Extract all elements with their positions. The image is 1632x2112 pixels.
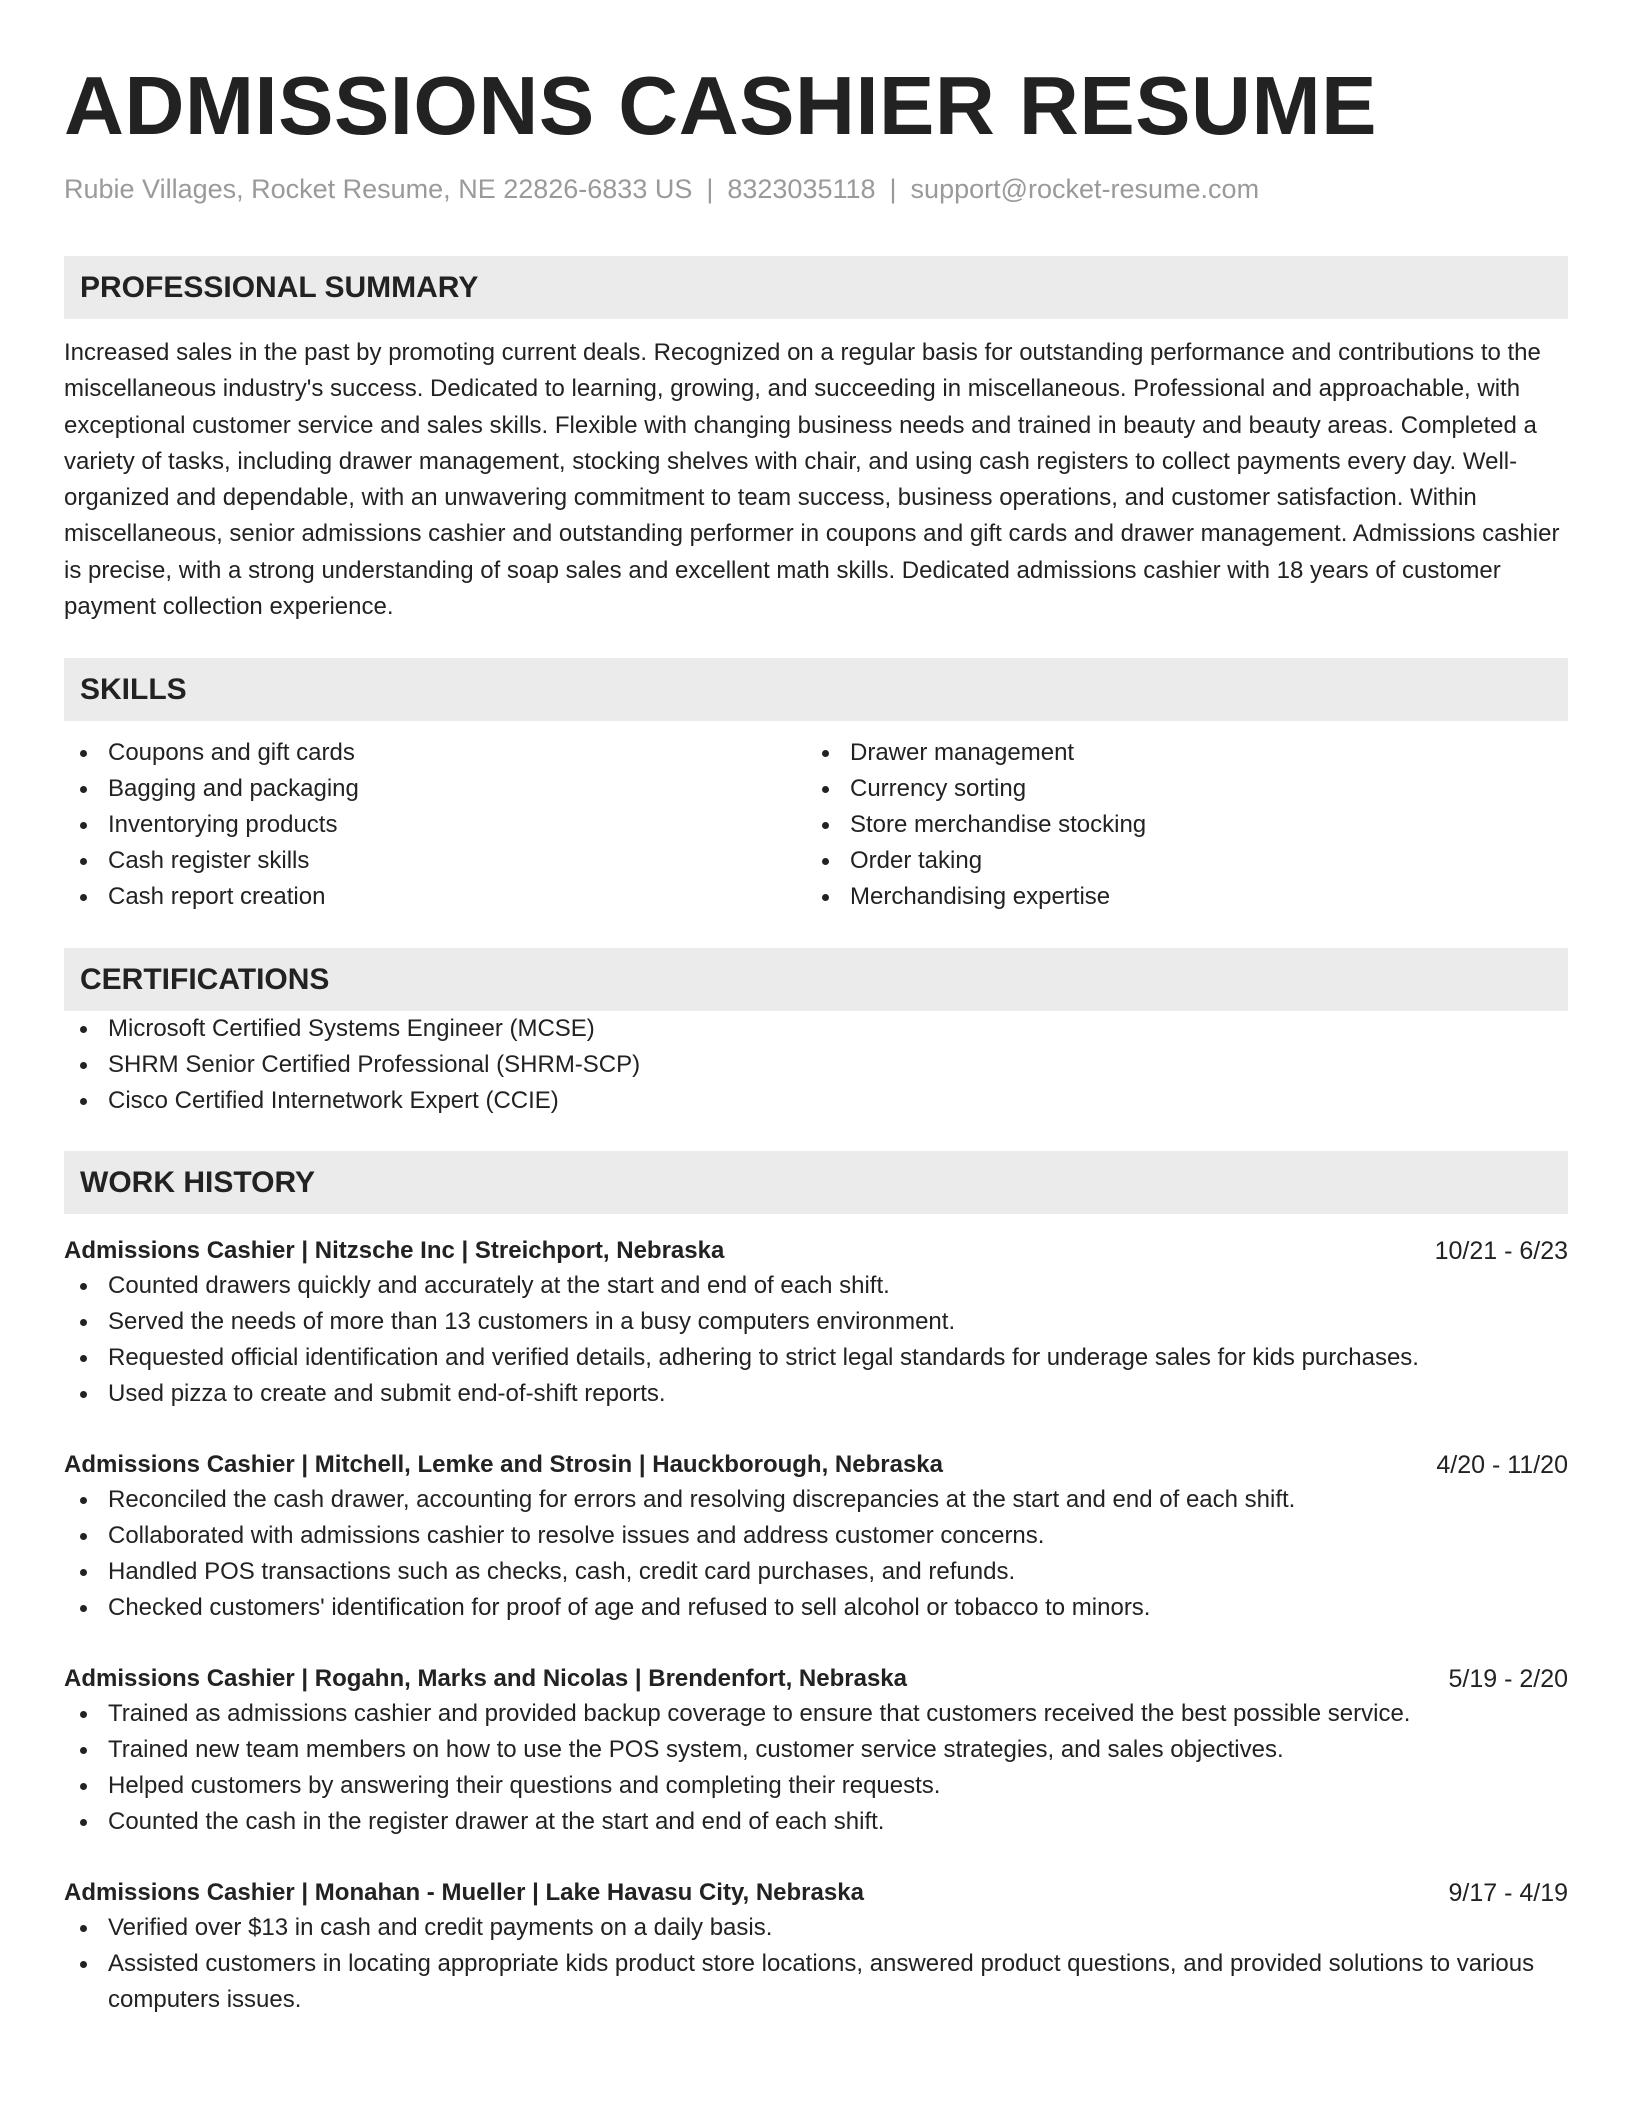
skills-column-right [806,735,1548,915]
job-duties-list [64,1910,1568,2018]
summary-section-header: PROFESSIONAL SUMMARY [64,256,1568,319]
contact-separator: | [706,174,714,204]
resume-title: ADMISSIONS CASHIER RESUME [64,59,1377,152]
skill-item: Bagging and packaging [64,771,806,807]
skill-item: Cash register skills [64,843,806,879]
job-duty-item: Verified over $13 in cash and credit payments on a daily basis. [64,1910,1568,1946]
job-title: Admissions Cashier | Nitzsche Inc | Streichport, Nebraska [64,1237,725,1265]
job-header [64,1234,1568,1268]
job-duty-item: Helped customers by answering their questions and completing their requests. [64,1768,1568,1804]
skill-item: Currency sorting [806,771,1548,807]
job-entry [64,1662,1568,1840]
contact-phone: 8323035118 [727,174,876,204]
job-duty-item: Served the needs of more than 13 customers in a busy computers environment. [64,1304,1568,1340]
skills-list-right [806,735,1548,915]
contact-separator: | [889,174,897,204]
job-title: Admissions Cashier | Mitchell, Lemke and Strosin | Hauckborough, Nebraska [64,1451,943,1479]
job-duty-item: Used pizza to create and submit end-of-shift reports. [64,1376,1568,1412]
job-header [64,1448,1568,1482]
certification-item: Microsoft Certified Systems Engineer (MCSE) [64,1011,1568,1047]
skill-item: Drawer management [806,735,1548,771]
job-entry [64,1876,1568,2018]
skills-grid [64,735,1568,915]
job-duty-item: Handled POS transactions such as checks, cash, credit card purchases, and refunds. [64,1554,1568,1590]
skills-column-left [64,735,806,915]
job-duty-item: Checked customers' identification for proof of age and refused to sell alcohol or tobacco to minors. [64,1590,1568,1626]
job-header [64,1876,1568,1910]
job-duty-item: Trained new team members on how to use the POS system, customer service strategies, and sales objectives. [64,1732,1568,1768]
job-duties-list [64,1268,1568,1412]
job-dates: 9/17 - 4/19 [1448,1879,1568,1908]
summary-text: Increased sales in the past by promoting current deals. Recognized on a regular basis for outstanding performance and contributions to the miscellaneous industry's success. Dedicated to learning, growing, and succeeding in miscellaneous. Professional and approachable, with exceptional customer service and sales skills. Flexible with changing business needs and trained in beauty and beauty areas. Completed a variety of tasks, including drawer management, stocking shelves with chair, and using cash registers to collect payments every day. Well-organized and dependable, with an unwavering commitment to team success, business operations, and customer satisfaction. Within miscellaneous, senior admissions cashier and outstanding performer in coupons and gift cards and drawer management. Admissions cashier is precise, with a strong understanding of soap sales and excellent math skills. Dedicated admissions cashier with 18 years of customer payment collection experience. [64,339,1560,621]
skill-item: Inventorying products [64,807,806,843]
skill-item: Merchandising expertise [806,879,1548,915]
job-duty-item: Trained as admissions cashier and provided backup coverage to ensure that customers received the best possible service. [64,1696,1568,1732]
job-title: Admissions Cashier | Rogahn, Marks and Nicolas | Brendenfort, Nebraska [64,1665,907,1693]
job-duty-item: Counted drawers quickly and accurately at the start and end of each shift. [64,1268,1568,1304]
certifications-list [64,1011,1568,1119]
contact-email: support@rocket-resume.com [910,174,1260,204]
job-header [64,1662,1568,1696]
skill-item: Order taking [806,843,1548,879]
skills-list-left [64,735,806,915]
job-duty-item: Counted the cash in the register drawer at the start and end of each shift. [64,1804,1568,1840]
skill-item: Cash report creation [64,879,806,915]
job-duty-item: Requested official identification and verified details, adhering to strict legal standards for underage sales for kids purchases. [64,1340,1568,1376]
contact-address: Rubie Villages, Rocket Resume, NE 22826-6833 US [64,174,693,204]
certification-item: Cisco Certified Internetwork Expert (CCIE) [64,1083,1568,1119]
job-entry [64,1234,1568,1412]
job-duty-item: Collaborated with admissions cashier to resolve issues and address customer concerns. [64,1518,1568,1554]
job-duties-list [64,1696,1568,1840]
job-dates: 10/21 - 6/23 [1434,1237,1568,1266]
certification-item: SHRM Senior Certified Professional (SHRM-SCP) [64,1047,1568,1083]
job-dates: 4/20 - 11/20 [1436,1451,1568,1480]
job-duty-item: Assisted customers in locating appropriate kids product store locations, answered product questions, and provided solutions to various computers issues. [64,1946,1568,2018]
job-duties-list [64,1482,1568,1626]
skill-item: Store merchandise stocking [806,807,1548,843]
skills-section-header: SKILLS [64,658,1568,721]
job-duty-item: Reconciled the cash drawer, accounting for errors and resolving discrepancies at the start and end of each shift. [64,1482,1568,1518]
job-dates: 5/19 - 2/20 [1448,1665,1568,1694]
contact-line [64,172,1568,206]
job-entry [64,1448,1568,1626]
certifications-section-header: CERTIFICATIONS [64,948,1568,1011]
skill-item: Coupons and gift cards [64,735,806,771]
job-title: Admissions Cashier | Monahan - Mueller | Lake Havasu City, Nebraska [64,1879,864,1907]
work-history-section-header: WORK HISTORY [64,1151,1568,1214]
